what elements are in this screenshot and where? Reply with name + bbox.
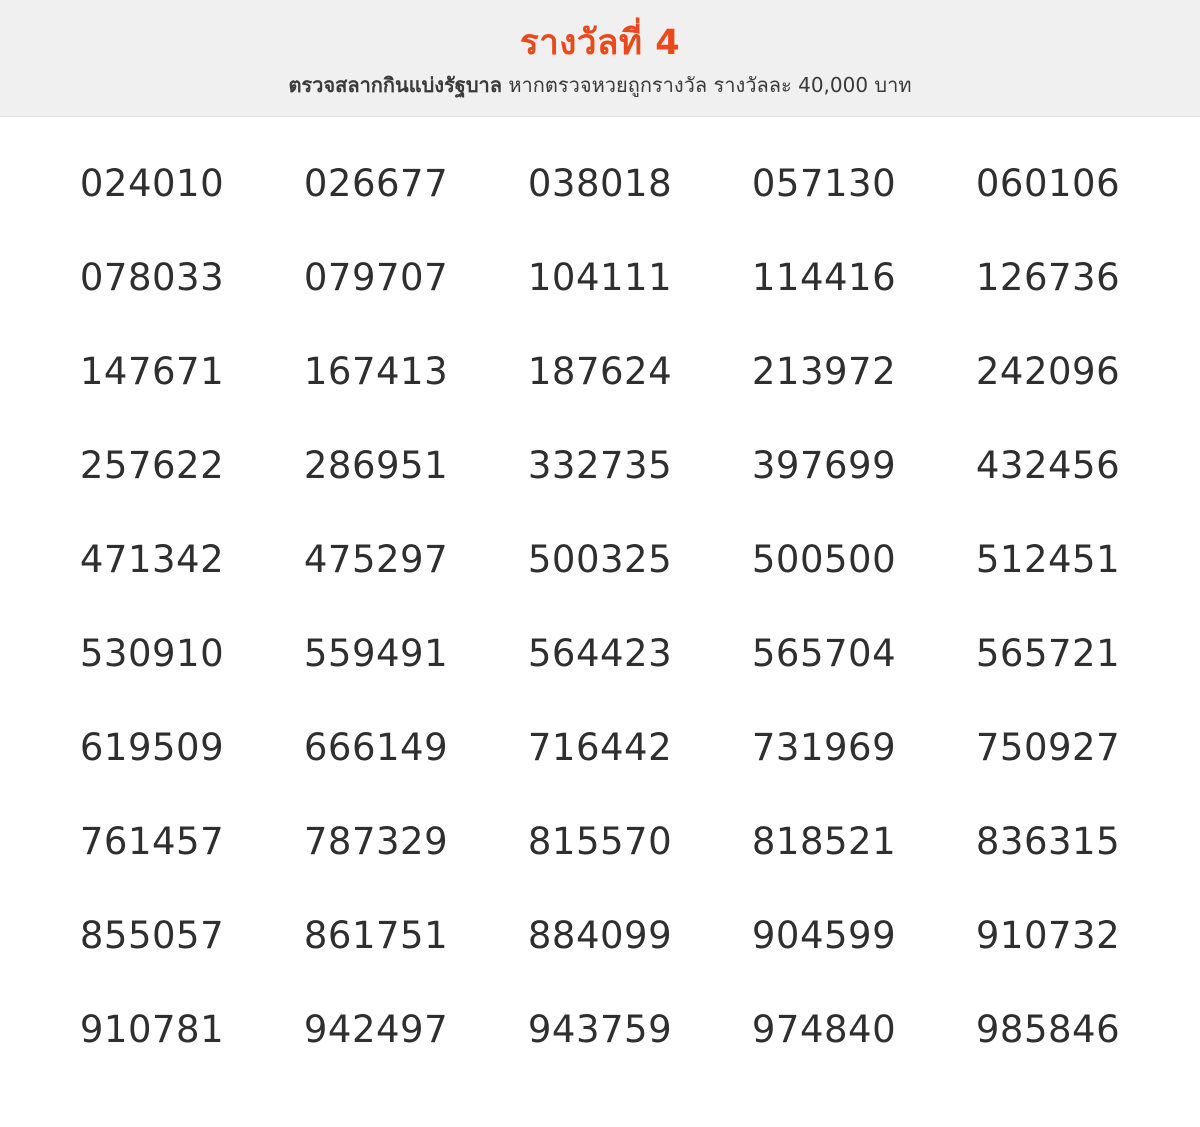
winning-numbers-grid: [40, 137, 1160, 1077]
winning-number: 397699: [751, 444, 897, 487]
prize-subtitle: [0, 72, 1200, 98]
winning-number: 985846: [975, 1008, 1121, 1051]
winning-number: 060106: [975, 162, 1121, 205]
winning-number: 500325: [527, 538, 673, 581]
winning-number: 057130: [751, 162, 897, 205]
winning-number: 910732: [975, 914, 1121, 957]
winning-number: 242096: [975, 350, 1121, 393]
prize-subtitle-rest: หากตรวจหวยถูกรางวัล รางวัลละ 40,000 บาท: [502, 73, 912, 97]
winning-number: 942497: [303, 1008, 449, 1051]
winning-numbers-section: [0, 117, 1200, 1127]
winning-number: 855057: [79, 914, 225, 957]
winning-number: 078033: [79, 256, 225, 299]
winning-number: 167413: [303, 350, 449, 393]
winning-number: 257622: [79, 444, 225, 487]
winning-number: 500500: [751, 538, 897, 581]
winning-number: 114416: [751, 256, 897, 299]
winning-number: 666149: [303, 726, 449, 769]
winning-number: 943759: [527, 1008, 673, 1051]
winning-number: 787329: [303, 820, 449, 863]
winning-number: 126736: [975, 256, 1121, 299]
winning-number: 861751: [303, 914, 449, 957]
winning-number: 024010: [79, 162, 225, 205]
winning-number: 332735: [527, 444, 673, 487]
winning-number: 147671: [79, 350, 225, 393]
prize-subtitle-bold: ตรวจสลากกินแบ่งรัฐบาล: [288, 73, 503, 97]
winning-number: 750927: [975, 726, 1121, 769]
winning-number: 475297: [303, 538, 449, 581]
winning-number: 512451: [975, 538, 1121, 581]
winning-number: 559491: [303, 632, 449, 675]
winning-number: 904599: [751, 914, 897, 957]
winning-number: 038018: [527, 162, 673, 205]
winning-number: 761457: [79, 820, 225, 863]
winning-number: 731969: [751, 726, 897, 769]
winning-number: 187624: [527, 350, 673, 393]
winning-number: 530910: [79, 632, 225, 675]
winning-number: 432456: [975, 444, 1121, 487]
winning-number: 026677: [303, 162, 449, 205]
winning-number: 910781: [79, 1008, 225, 1051]
winning-number: 619509: [79, 726, 225, 769]
winning-number: 565721: [975, 632, 1121, 675]
winning-number: 104111: [527, 256, 673, 299]
winning-number: 818521: [751, 820, 897, 863]
page-title: รางวัลที่ 4: [519, 23, 681, 63]
winning-number: 884099: [527, 914, 673, 957]
winning-number: 286951: [303, 444, 449, 487]
winning-number: 079707: [303, 256, 449, 299]
winning-number: 974840: [751, 1008, 897, 1051]
winning-number: 836315: [975, 820, 1121, 863]
prize-header: [0, 0, 1200, 117]
winning-number: 471342: [79, 538, 225, 581]
winning-number: 716442: [527, 726, 673, 769]
winning-number: 564423: [527, 632, 673, 675]
winning-number: 213972: [751, 350, 897, 393]
winning-number: 815570: [527, 820, 673, 863]
winning-number: 565704: [751, 632, 897, 675]
